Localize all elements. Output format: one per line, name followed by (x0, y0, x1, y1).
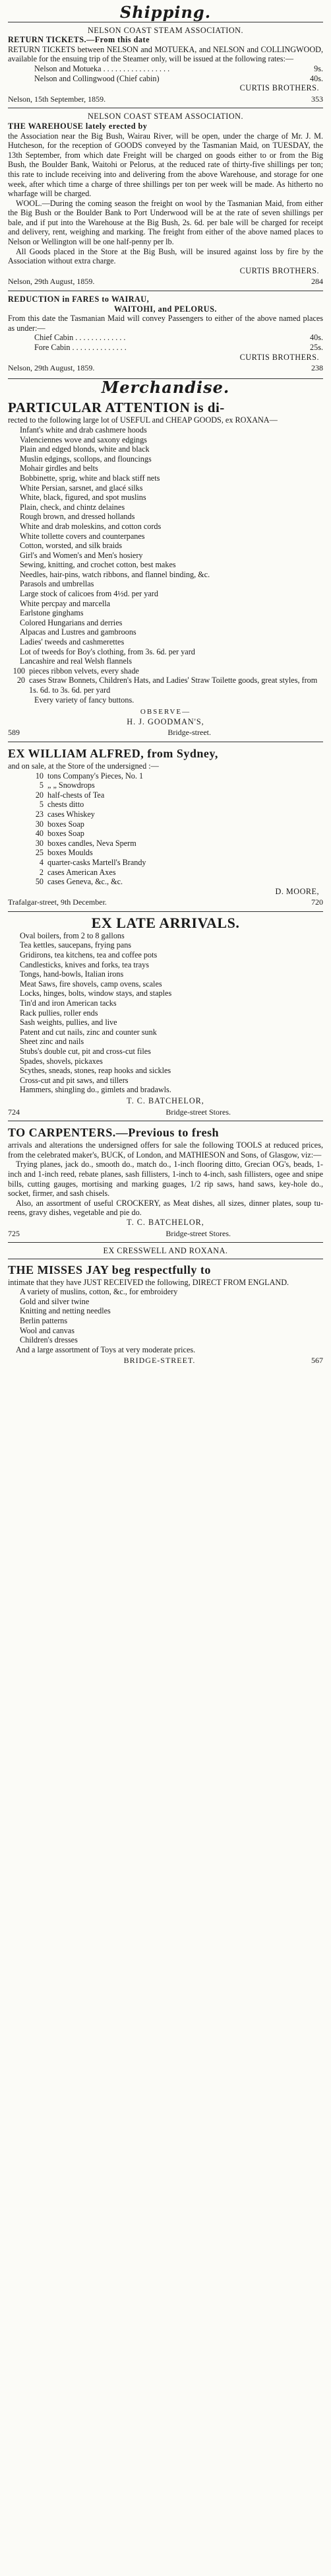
qty-value: 4 (39, 857, 44, 867)
list-item: Gridirons, tea kitchens, tea and coffee pots (20, 950, 158, 960)
ad-seller: H. J. GOODMAN'S, (127, 716, 204, 726)
qty-item (26, 800, 323, 810)
qty-text: „ „ Snowdrops (47, 781, 95, 790)
ad-signer: CURTIS BROTHERS. (239, 83, 319, 93)
qty-value: 20 (16, 676, 25, 685)
qty-value: 10 (35, 771, 44, 781)
section-header-shipping: Shipping. (119, 3, 212, 22)
list-item: Rack pullies, roller ends (20, 1008, 98, 1018)
ad-footer (8, 897, 323, 907)
ad-address: Bridge-street Stores. (166, 1228, 231, 1238)
list-item: White and drab moleskins, and cotton cords (20, 521, 162, 531)
list-item: Infant's white and drab cashmere hoods (20, 425, 147, 435)
list-item: Ladies' tweeds and cashmerettes (20, 637, 125, 647)
list-item: Muslin edgings, scollops, and flouncings (20, 454, 152, 464)
ad-address: Bridge-street. (167, 728, 211, 738)
ad-title: RETURN TICKETS.—From this date (8, 35, 150, 45)
ad-number: 284 (311, 277, 323, 287)
list-item: Hammers, shingling do., gimlets and bradawls. (20, 1085, 171, 1095)
qty-item (26, 790, 323, 800)
ad-assoc: NELSON COAST STEAM ASSOCIATION. (87, 112, 244, 122)
rate-value: 40s. (310, 73, 323, 83)
ad-william-alfred (8, 742, 323, 907)
list-item: Lot of tweeds for Boy's clothing, from 3s. 6d. per yard (20, 646, 195, 656)
ad-return-tickets (8, 22, 323, 104)
ad-date: Nelson, 15th September, 1859. (8, 94, 106, 104)
ad-number: 353 (311, 94, 323, 104)
ad-number: 725 (8, 1228, 20, 1238)
list-item: Bobbinette, sprig, white and black stiff nets (20, 473, 160, 483)
qty-item (26, 810, 323, 819)
ad-footer (8, 1356, 323, 1366)
qty-list (8, 666, 323, 695)
rate-value: 25s. (310, 343, 323, 352)
ad-number: 589 (8, 728, 20, 738)
qty-text: pieces ribbon velvets, every shade (29, 666, 139, 676)
qty-item (8, 666, 323, 676)
qty-item (26, 868, 323, 878)
qty-text: cases Geneva, &c., &c. (47, 877, 123, 887)
ad-seller: T. C. BATCHELOR, (127, 1096, 204, 1105)
ad-title: TO CARPENTERS.—Previous to fresh (8, 1126, 220, 1140)
rate-value: 40s. (310, 333, 323, 343)
ad-number: 238 (311, 363, 323, 373)
list-item: Plain, check, and chintz delaines (20, 502, 125, 512)
list-item: Large stock of calicoes from 4½d. per yard (20, 589, 158, 599)
ad-assoc: NELSON COAST STEAM ASSOCIATION. (87, 25, 244, 35)
qty-item (26, 771, 323, 781)
qty-item (8, 676, 323, 695)
list-item: White tollette covers and counterpanes (20, 531, 145, 541)
list-item: Meat Saws, fire shovels, camp ovens, scales (20, 979, 162, 989)
list-item: A variety of muslins, cotton, &c., for embroidery (20, 1287, 178, 1297)
ad-address: Bridge-street Stores. (166, 1107, 231, 1117)
ad-footer (8, 1229, 323, 1239)
list-item: Patent and cut nails, zinc and counter sunk (20, 1027, 157, 1037)
ad-body: Also, an assortment of useful CROCKERY, as Meat dishes, all sizes, dinner plates, soup tu-reens, gravy dishes, vegetable and pie do. (8, 1198, 323, 1218)
list-item: Rough brown, and dressed hollands (20, 512, 135, 522)
rate-label: Nelson and Motueka . . . . . . . . . . . . . . . . . (34, 63, 170, 73)
ad-signer: D. MOORE, (275, 886, 319, 896)
qty-text: boxes Soap (47, 819, 84, 829)
list-item: Children's dresses (20, 1335, 78, 1345)
rate-value: 9s. (314, 63, 323, 73)
qty-value: 50 (35, 877, 44, 887)
list-item: Sewing, knitting, and crochet cotton, best makes (20, 560, 176, 570)
ad-title: THE MISSES JAY beg respectfully to (8, 1259, 323, 1278)
qty-value: 5 (39, 781, 44, 790)
qty-text: cases Whiskey (47, 809, 95, 819)
ad-address: BRIDGE-STREET. (123, 1356, 196, 1366)
qty-item (26, 848, 323, 858)
list-item: Knitting and netting needles (20, 1306, 111, 1316)
qty-text: boxes Soap (47, 829, 84, 839)
list-item: Oval boilers, from 2 to 8 gallons (20, 930, 125, 940)
list-item: Cotton, worsted, and silk braids (20, 541, 123, 551)
section-header-merchandise: Merchandise. (8, 378, 323, 393)
ad-warehouse (8, 108, 323, 287)
ad-particular-attention (8, 396, 323, 738)
qty-text: quarter-casks Martell's Brandy (47, 857, 146, 867)
ad-body: arrivals and alterations the undersigned offers for sale the following TOOLS at reduced prices, from the celebrated maker's, BUCK, of London, and MATHIESON and Sons, of Glasgow, viz:— (8, 1140, 323, 1160)
ad-footer (8, 363, 323, 373)
qty-text: boxes candles, Neva Sperm (47, 838, 136, 848)
ad-title: REDUCTION in FARES to WAIRAU, (8, 295, 150, 304)
ad-body: WOOL.—During the coming season the freight on wool by the Tasmanian Maid, from either the Big Bush or the Boulder Bank to Port Underwood will be at the rate of seven shillings per bale, and if put into the Warehouse at the Big Bush, 2s. 6d. per bale will be charged for receipt and delivery, rent, weighing and marking. The freight from either of the above named places to Nelson or Wellington will be one half-penny per lb. (8, 198, 323, 247)
ad-body: Trying planes, jack do., smooth do., match do., 1-inch flooring ditto, Grecian OG's, beads, 1-inch and 1-inch reed, rebate planes, sash fillisters, 1-inch to 4-inch, sash fillisters, ogee and snipe bills, cutting gauges, mortising and marking guages, 1/2 rip saws, hand saws, key-hole do., socket, firmer, and sash chisels. (8, 1160, 323, 1199)
goods-list (8, 425, 323, 666)
qty-text: tons Company's Pieces, No. 1 (47, 771, 144, 781)
ad-signer: CURTIS BROTHERS. (239, 352, 319, 362)
ad-footer (8, 1107, 323, 1117)
list-item: Colored Hungarians and derries (20, 617, 123, 627)
ad-header: EX CRESSWELL AND ROXANA. (103, 1246, 228, 1256)
qty-value: 30 (35, 838, 44, 848)
ad-title: EX WILLIAM ALFRED, from Sydney, (8, 746, 218, 760)
list-item: Girl's and Women's and Men's hosiery (20, 550, 143, 560)
ad-tail: Every variety of fancy buttons. (34, 695, 135, 705)
qty-value: 30 (35, 819, 44, 829)
list-item: Alpacas and Lustres and gambroons (20, 627, 136, 637)
rate-label: Fore Cabin . . . . . . . . . . . . . . (34, 343, 127, 352)
list-item: Lancashire and real Welsh flannels (20, 656, 133, 666)
qty-value: 23 (35, 809, 44, 819)
list-item: Parasols and umbrellas (20, 579, 94, 589)
rate-label: Chief Cabin . . . . . . . . . . . . . (34, 333, 126, 343)
list-item: Mohair girdles and belts (20, 464, 98, 473)
list-item: White Persian, sarsnet, and glacé silks (20, 483, 143, 493)
list-item: Tin'd and iron American tacks (20, 998, 117, 1008)
qty-text: half-chests of Tea (47, 790, 105, 800)
list-item: Stubs's double cut, pit and cross-cut files (20, 1047, 151, 1056)
rate-row (8, 74, 323, 84)
list-item: Tea kettles, saucepans, frying pans (20, 940, 132, 950)
list-item: Locks, hinges, bolts, window stays, and staples (20, 989, 172, 998)
qty-item (26, 781, 323, 790)
goods-list (8, 771, 323, 887)
rate-row (8, 333, 323, 343)
ad-date: Nelson, 29th August, 1859. (8, 363, 95, 373)
rate-row (8, 343, 323, 353)
ad-body: the Association near the Big Bush, Wairau River, will be open, under the charge of Mr. J. M. Hutcheson, for the reception of GOODS conveyed by the Tasmanian Maid, on TUESDAY, the 13th September, from which date Freight will be charged on goods either to or from the Big Bush, the Boulder Bank, Waitohi or Pelorus, at the reduced rate of thirty-five shillings per ton; this rate to include receiving into and delivering from the above Warehouse, and storage for one week, after which time a charge of three shillings per ton per week will be made. As hitherto no wharfage will be charged. (8, 131, 323, 199)
ad-carpenters (8, 1121, 323, 1238)
qty-item (26, 839, 323, 849)
ad-seller: T. C. BATCHELOR, (127, 1217, 204, 1227)
ad-body: All Goods placed in the Store at the Big Bush, will be insured against loss by fire by the Association without extra charge. (8, 246, 323, 266)
list-item: Earlstone ginghams (20, 608, 84, 618)
ad-number: 567 (311, 1356, 323, 1366)
ad-late-arrivals (8, 911, 323, 1117)
ad-intro: and on sale, at the Store of the undersigned :— (8, 761, 159, 771)
ad-footer (8, 94, 323, 104)
qty-text: chests ditto (47, 800, 84, 810)
qty-text: boxes Moulds (47, 848, 93, 858)
ad-footer (8, 728, 323, 738)
list-item: White percpay and marcella (20, 598, 111, 608)
qty-item (26, 819, 323, 829)
list-item: Candlesticks, knives and forks, tea trays (20, 959, 149, 969)
goods-list (8, 931, 323, 1095)
qty-value: 25 (35, 848, 44, 858)
rate-label: Nelson and Collingwood (Chief cabin) (34, 73, 160, 83)
ad-date: Nelson, 29th August, 1859. (8, 277, 95, 287)
qty-value: 40 (35, 829, 44, 839)
ad-title: EX LATE ARRIVALS. (91, 914, 240, 931)
ad-number: 720 (311, 897, 323, 907)
list-item: White, black, figured, and spot muslins (20, 493, 146, 503)
ad-subtitle: WAITOHI, and PELORUS. (114, 304, 217, 314)
ad-body: From this date the Tasmanian Maid will convey Passengers to either of the above named places as under:— (8, 314, 323, 333)
list-item: Sash weights, pullies, and live (20, 1018, 117, 1027)
qty-item (26, 829, 323, 839)
list-item: Wool and canvas (20, 1325, 75, 1335)
list-item: Cross-cut and pit saws, and tillers (20, 1075, 129, 1085)
observe-label: OBSERVE— (140, 708, 191, 716)
list-item: Berlin patterns (20, 1316, 68, 1326)
list-item: Tongs, hand-bowls, Italian irons (20, 969, 124, 979)
qty-text: cases American Axes (47, 867, 116, 877)
ad-tail: And a large assortment of Toys at very moderate prices. (16, 1344, 196, 1354)
ad-signer: CURTIS BROTHERS. (239, 265, 319, 275)
qty-text: cases Straw Bonnets, Children's Hats, and Ladies' Straw Toilette goods, great styles, from 1s. 6d. to 3s. 6d. per yard (29, 676, 318, 695)
list-item: Plain and edged blonds, white and black (20, 444, 150, 454)
list-item: Sheet zinc and nails (20, 1037, 84, 1047)
list-item: Valenciennes wove and saxony edgings (20, 435, 147, 444)
qty-value: 2 (39, 867, 44, 877)
ad-intro: rected to the following large lot of USEFUL and CHEAP GOODS, ex ROXANA— (8, 415, 278, 425)
ad-reduction-fares (8, 291, 323, 373)
list-item: Needles, hair-pins, watch ribbons, and flannel binding, &c. (20, 569, 210, 579)
qty-item (26, 858, 323, 868)
list-item: Gold and silver twine (20, 1296, 90, 1306)
list-item: Spades, shovels, pickaxes (20, 1056, 103, 1066)
ad-misses-jay (8, 1242, 323, 1366)
ad-number: 724 (8, 1107, 20, 1117)
ad-footer (8, 277, 323, 287)
rate-row (8, 64, 323, 74)
ad-title: PARTICULAR ATTENTION is di- (8, 400, 225, 416)
ad-title: THE WAREHOUSE lately erected by (8, 121, 148, 131)
qty-value: 100 (13, 666, 25, 676)
goods-list (8, 1287, 323, 1345)
ad-body: RETURN TICKETS between NELSON and MOTUEKA, and NELSON and COLLINGWOOD, available for the ensuing trip of the Steamer only, will be issued at the following rates:— (8, 44, 323, 64)
ad-intro: intimate that they have JUST RECEIVED the following, DIRECT FROM ENGLAND. (8, 1277, 289, 1287)
ad-date: Trafalgar-street, 9th December. (8, 897, 107, 907)
qty-value: 5 (39, 800, 44, 810)
qty-item (26, 877, 323, 887)
list-item: Scythes, sneads, stones, reap hooks and sickles (20, 1066, 171, 1076)
qty-value: 20 (35, 790, 44, 800)
